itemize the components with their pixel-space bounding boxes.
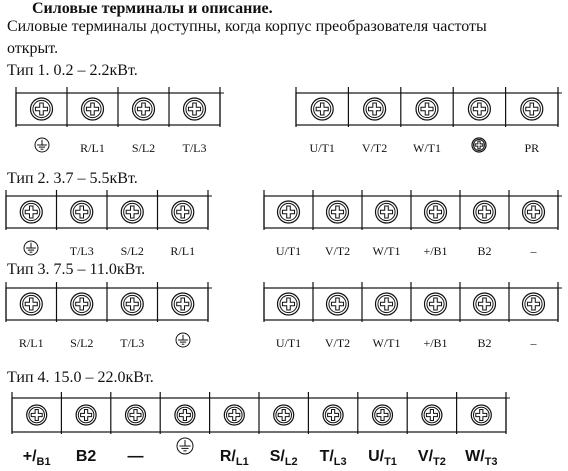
screw-icon	[27, 405, 47, 425]
terminal-label-main: +/	[22, 448, 37, 465]
type-2-input-terminal-block	[6, 188, 208, 268]
terminal-label: V/T2	[324, 244, 351, 258]
terminal-label-sub: L2	[284, 456, 298, 469]
screw-icon	[327, 293, 349, 315]
ground-icon	[35, 138, 49, 152]
terminal-label: PR	[524, 141, 540, 155]
terminal-label: S/L2	[120, 244, 144, 258]
screw-icon	[422, 405, 442, 425]
terminal-label: T/L3	[182, 141, 207, 155]
terminal-label-main: U/	[368, 448, 385, 465]
ground-icon	[177, 438, 193, 454]
terminal-label	[211, 448, 257, 468]
screw-icon	[133, 98, 155, 120]
terminal-label	[310, 448, 356, 468]
screw-icon	[31, 98, 53, 120]
terminal-label	[458, 448, 504, 468]
terminal-label: W/T1	[372, 244, 401, 258]
screw-icon	[523, 201, 545, 223]
screw-icon	[82, 98, 104, 120]
ground-icon	[24, 241, 38, 255]
terminal-label	[113, 448, 159, 466]
screw-icon	[311, 98, 333, 120]
terminal-label-main: B2	[75, 448, 97, 465]
screw-icon	[126, 405, 146, 425]
screw-icon	[364, 98, 386, 120]
terminal-label: R/L1	[18, 336, 44, 350]
screw-icon	[172, 201, 194, 223]
screw-icon	[471, 405, 491, 425]
terminal-label: W/T1	[413, 141, 441, 155]
terminal-label: V/T2	[361, 141, 388, 155]
screw-icon	[121, 293, 143, 315]
screw-icon	[20, 201, 42, 223]
screw-icon	[468, 98, 490, 120]
screw-icon	[472, 138, 486, 152]
type-3-heading: Тип 3. 7.5 – 11.0кВт.	[7, 261, 146, 278]
terminal-label: T/L3	[69, 244, 94, 258]
screw-icon	[425, 201, 447, 223]
terminal-label: R/L1	[170, 244, 196, 258]
terminal-label: U/T1	[309, 141, 335, 155]
type-3-output-terminal-block	[264, 280, 558, 360]
terminal-label: B2	[477, 244, 492, 258]
screw-icon	[76, 405, 96, 425]
terminal-label-sub: T1	[384, 456, 397, 469]
terminal-label	[63, 448, 109, 466]
terminal-label: W/T1	[372, 336, 401, 350]
terminal-label: U/T1	[275, 336, 302, 350]
screw-icon	[172, 293, 194, 315]
terminal-label-sub: L1	[235, 456, 249, 469]
screw-icon	[521, 98, 543, 120]
terminal-label-main: S/	[269, 448, 285, 465]
screw-icon	[376, 201, 398, 223]
terminal-label: –	[530, 336, 537, 350]
terminal-label	[360, 448, 406, 468]
terminal-label: R/L1	[80, 141, 105, 155]
type-4-terminal-block	[12, 390, 506, 470]
terminal-label-main: T/	[319, 448, 334, 465]
terminal-label: V/T2	[324, 336, 351, 350]
screw-icon	[474, 293, 496, 315]
type-2-heading: Тип 2. 3.7 – 5.5кВт.	[7, 170, 138, 187]
terminal-label: T/L3	[120, 336, 145, 350]
terminal-label	[261, 448, 307, 468]
terminal-label-main: R/	[219, 448, 236, 465]
intro-text-line-1: Силовые терминалы доступны, когда корпус преобразователя частоты	[7, 18, 487, 35]
screw-icon	[373, 405, 393, 425]
screw-icon	[327, 201, 349, 223]
type-1-output-terminal-block	[296, 85, 558, 165]
screw-icon	[20, 293, 42, 315]
terminal-label: S/L2	[70, 336, 94, 350]
terminal-label-main: —	[127, 448, 144, 465]
terminal-label-sub: L3	[333, 456, 347, 469]
screw-icon	[278, 293, 300, 315]
terminal-label: U/T1	[275, 244, 302, 258]
terminal-label	[14, 448, 60, 468]
screw-icon	[121, 201, 143, 223]
terminal-label-sub: T3	[484, 456, 498, 469]
screw-icon	[184, 98, 206, 120]
type-4-heading: Тип 4. 15.0 – 22.0кВт.	[7, 369, 154, 386]
screw-icon	[416, 98, 438, 120]
terminal-label: S/L2	[131, 141, 156, 155]
screw-icon	[71, 201, 93, 223]
terminal-label: –	[530, 244, 537, 258]
screw-icon	[323, 405, 343, 425]
ground-icon	[176, 333, 190, 347]
terminal-label-sub: B1	[36, 456, 51, 469]
screw-icon	[278, 201, 300, 223]
type-1-input-terminal-block	[16, 85, 220, 165]
terminal-label: +/B1	[423, 244, 448, 258]
intro-text-line-2: открыт.	[7, 40, 59, 57]
screw-icon	[274, 405, 294, 425]
terminal-label	[409, 448, 455, 468]
type-1-heading: Тип 1. 0.2 – 2.2кВт.	[7, 62, 138, 79]
section-title: Силовые терминалы и описание.	[32, 0, 273, 17]
terminal-label-main: W/	[465, 448, 485, 465]
terminal-label-main: V/	[417, 448, 434, 465]
screw-icon	[175, 405, 195, 425]
screw-icon	[71, 293, 93, 315]
terminal-label: +/B1	[423, 336, 448, 350]
screw-icon	[425, 293, 447, 315]
terminal-label: B2	[477, 336, 492, 350]
terminal-label-sub: T2	[433, 456, 446, 469]
screw-icon	[224, 405, 244, 425]
type-2-output-terminal-block	[264, 188, 558, 268]
screw-icon	[523, 293, 545, 315]
screw-icon	[474, 201, 496, 223]
screw-icon	[376, 293, 398, 315]
type-3-input-terminal-block	[6, 280, 208, 360]
